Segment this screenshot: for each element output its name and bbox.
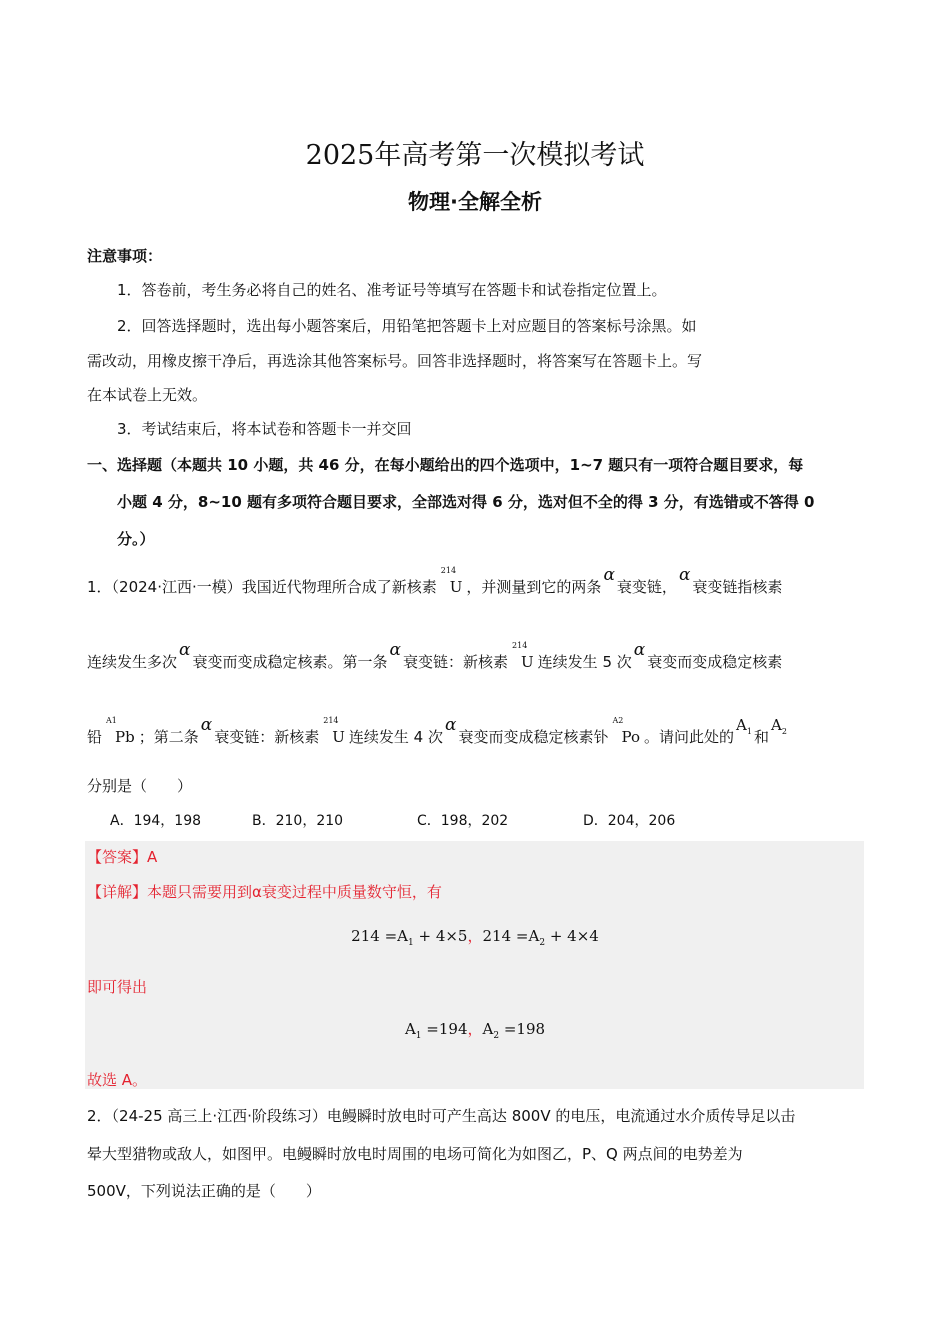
notice-item-2-line-3: 在本试卷上无效。	[87, 386, 208, 404]
section-heading-line-3: 分。）	[117, 530, 155, 548]
page-title: 2025年高考第一次模拟考试	[305, 140, 645, 171]
conclusion-text: 故选 A。	[87, 1071, 148, 1089]
nuclide-po: A2 Po	[612, 716, 640, 746]
option-c[interactable]: C．198，202	[417, 813, 509, 829]
equation-1: $214 =A_1 + 4\times 5$，$214 =A_2 + 4\times 4$	[351, 927, 599, 948]
solution-box	[85, 841, 864, 1089]
question-1-line-3: 铅 A1 Pb ；第二条α衰变链：新核素 214 U 连续发生 4 次α衰变而变成稳定核素钋 A2 Po 。请问此处的$A_1$ 和$A_2$	[87, 715, 787, 746]
nuclide-u214: 214 U	[512, 641, 534, 671]
nuclide-u214: 214 U	[323, 716, 345, 746]
nuclide-u214: 214 U	[440, 566, 463, 596]
question-1-line-1: 1．（2024·江西·一模）我国近代物理所合成了新核素 214 U ，并测量到它的两条α衰变链，α衰变链指核素	[87, 565, 783, 596]
alpha-symbol: α	[389, 640, 401, 660]
question-2-line-1: 2．（24-25 高三上·江西·阶段练习）电鳗瞬时放电时可产生高达 800V 的电压，电流通过水介质传导足以击	[87, 1107, 796, 1125]
nuclide-pb: A1 Pb	[106, 716, 135, 746]
detail-text: 本题只需要用到α衰变过程中质量数守恒，有	[147, 883, 442, 901]
page-subtitle: 物理·全解全析	[408, 190, 542, 214]
q1-text: 1．（2024·江西·一模）我国近代物理所合成了新核素	[87, 578, 437, 596]
alpha-symbol: α	[444, 715, 457, 735]
equation-2: $A_1 =194$，$A_2 =198$	[404, 1020, 546, 1041]
section-heading-line-2: 小题 4 分，8~10 题有多项符合题目要求，全部选对得 6 分，选对但不全的得 3 分，有选错或不答得 0	[117, 493, 815, 511]
question-2-line-2: 晕大型猎物或敌人，如图甲。电鳗瞬时放电时周围的电场可简化为如图乙，P、Q 两点间的电势差为	[87, 1145, 743, 1163]
section-heading-line-1: 一、选择题（本题共 10 小题，共 46 分，在每小题给出的四个选项中，1~7 题只有一项符合题目要求，每	[87, 456, 804, 474]
derive-text: 即可得出	[87, 978, 148, 996]
alpha-symbol: α	[200, 715, 213, 735]
question-1-line-2: 连续发生多次α衰变而变成稳定核素。第一条α衰变链：新核素 214 U 连续发生 5 次α衰变而变成稳定核素	[87, 640, 783, 671]
question-2-line-3: 500V，下列说法正确的是（ ）	[87, 1182, 321, 1200]
variable-a2: $A_2$	[770, 716, 787, 736]
option-d[interactable]: D．204，206	[583, 813, 676, 829]
variable-a1: $A_1$	[736, 716, 752, 736]
alpha-symbol: α	[179, 640, 191, 660]
alpha-symbol: α	[603, 565, 615, 585]
alpha-symbol: α	[633, 640, 646, 660]
option-a[interactable]: A．194，198	[110, 813, 202, 829]
question-1-line-4: 分别是（ ）	[87, 777, 193, 795]
alpha-symbol: α	[678, 565, 691, 585]
option-b[interactable]: B．210，210	[252, 813, 344, 829]
notice-item-1: 1．答卷前，考生务必将自己的姓名、准考证号等填写在答题卡和试卷指定位置上。	[117, 281, 667, 299]
detail-label: 【详解】	[87, 883, 148, 901]
notice-heading: 注意事项：	[87, 247, 163, 265]
notice-item-2-line-2: 需改动，用橡皮擦干净后，再选涂其他答案标号。回答非选择题时，将答案写在答题卡上。写	[87, 352, 703, 370]
detail-line	[87, 881, 442, 902]
notice-item-3: 3．考试结束后，将本试卷和答题卡一并交回	[117, 420, 412, 438]
answer-label: 【答案】A	[87, 848, 158, 866]
notice-item-2-line-1: 2．回答选择题时，选出每小题答案后，用铅笔把答题卡上对应题目的答案标号涂黑。如	[117, 317, 697, 335]
